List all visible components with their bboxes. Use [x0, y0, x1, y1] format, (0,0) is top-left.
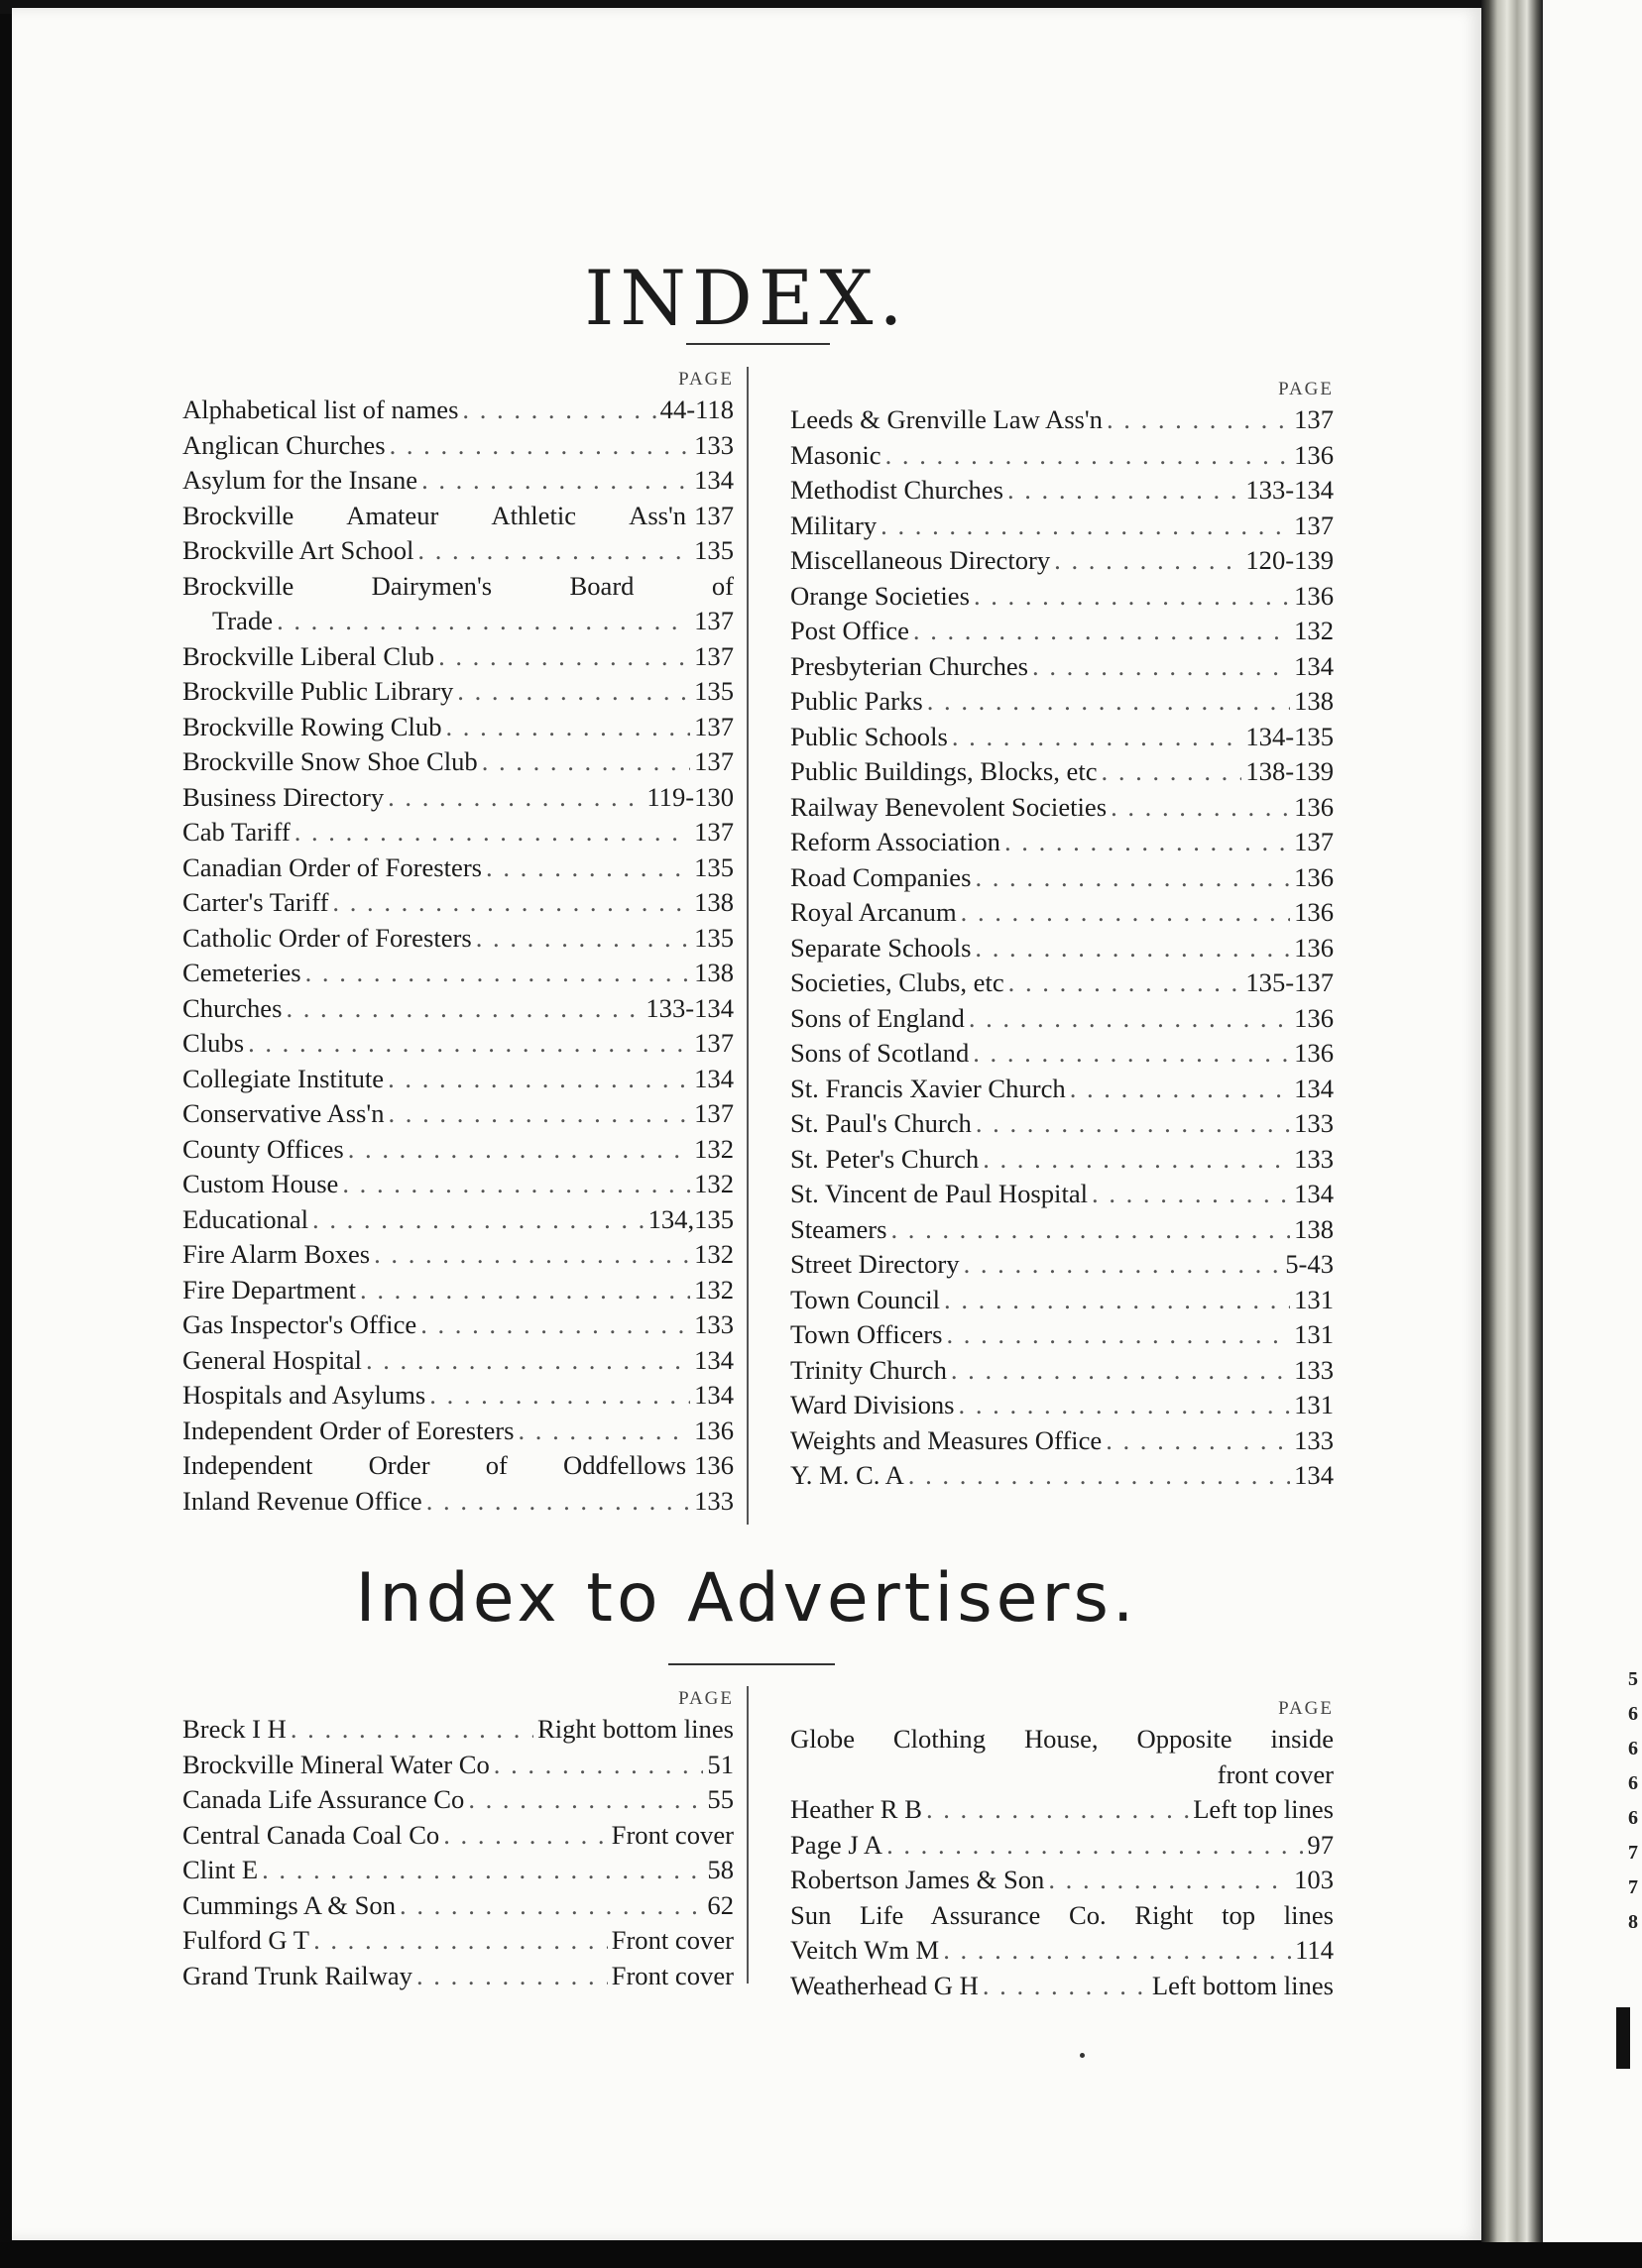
index-entry: Masonic . . . 136 — [790, 438, 1334, 474]
advertisers-title-rule — [668, 1663, 835, 1665]
index-entry: Collegiate Institute . . . 134 — [182, 1062, 734, 1097]
advertiser-entry: Page J A . . . 97 — [790, 1828, 1334, 1864]
index-entry: Orange Societies . . . 136 — [790, 579, 1334, 615]
index-entry: Ward Divisions . . . 131 — [790, 1388, 1334, 1423]
adjacent-page-number: 7 — [1628, 1842, 1638, 1864]
index-entry: Cemeteries . . . 138 — [182, 956, 734, 991]
book-spine — [1481, 0, 1543, 2268]
index-entry: Y. M. C. A . . . 134 — [790, 1458, 1334, 1494]
index-entry: St. Francis Xavier Church . . . 134 — [790, 1072, 1334, 1107]
advertiser-entry: Brockville Mineral Water Co . . . 51 — [182, 1748, 734, 1783]
adjacent-page-number: 6 — [1628, 1703, 1638, 1725]
scan-bottom-edge — [0, 2242, 1642, 2268]
index-entry: Canadian Order of Foresters . . . 135 — [182, 850, 734, 886]
index-entry: Brockville Dairymen's Board of — [182, 570, 734, 601]
index-entry: Asylum for the Insane . . . 134 — [182, 463, 734, 499]
index-entry: Town Council . . . 131 — [790, 1283, 1334, 1318]
index-entry: Independent Order of Oddfellows 136 — [182, 1450, 734, 1480]
advertisers-column-divider — [747, 1686, 749, 1984]
index-page — [12, 8, 1481, 2240]
index-entry: County Offices . . . 132 — [182, 1132, 734, 1168]
index-entry: Conservative Ass'n . . . 137 — [182, 1096, 734, 1132]
index-entry: Steamers . . . 138 — [790, 1212, 1334, 1248]
adjacent-page-number: 5 — [1628, 1668, 1638, 1690]
advertisers-right-column — [790, 1696, 1334, 2003]
index-entry: Public Parks . . . 138 — [790, 684, 1334, 720]
index-entry: Royal Arcanum . . . 136 — [790, 895, 1334, 931]
index-entry: St. Peter's Church . . . 133 — [790, 1142, 1334, 1178]
adjacent-page-number: 6 — [1628, 1772, 1638, 1794]
index-entry: Trade . . . 137 — [182, 604, 734, 639]
index-entry: Public Buildings, Blocks, etc . . . 138-139 — [790, 754, 1334, 790]
adjacent-page-edge — [1543, 0, 1642, 2268]
index-entry: Societies, Clubs, etc . . . 135-137 — [790, 965, 1334, 1001]
index-entry: Catholic Order of Foresters . . . 135 — [182, 921, 734, 957]
index-right-column — [790, 377, 1334, 1494]
advertisers-title: Index to Advertisers. — [355, 1559, 1138, 1638]
index-entry: Brockville Snow Shoe Club . . . 137 — [182, 744, 734, 780]
index-entry: Business Directory . . . 119-130 — [182, 780, 734, 816]
advertiser-entry: Weatherhead G H . . . Left bottom lines — [790, 1969, 1334, 2004]
advertiser-entry: Breck I H . . . Right bottom lines — [182, 1712, 734, 1748]
index-entry: Street Directory . . . 5-43 — [790, 1247, 1334, 1283]
index-entry: Clubs . . . 137 — [182, 1026, 734, 1062]
index-entry: Cab Tariff . . . 137 — [182, 815, 734, 850]
advertisers-left-column — [182, 1686, 734, 1993]
index-entry: Hospitals and Asylums . . . 134 — [182, 1378, 734, 1414]
index-entry: Brockville Liberal Club . . . 137 — [182, 639, 734, 675]
index-entry: Carter's Tariff . . . 138 — [182, 885, 734, 921]
index-entry: Town Officers . . . 131 — [790, 1317, 1334, 1353]
index-entry: Sons of Scotland . . . 136 — [790, 1036, 1334, 1072]
index-entry: Brockville Rowing Club . . . 137 — [182, 710, 734, 745]
adjacent-page-number: 7 — [1628, 1876, 1638, 1898]
index-left-column — [182, 367, 734, 1519]
index-entry: Public Schools . . . 134-135 — [790, 720, 1334, 755]
index-entry: Fire Alarm Boxes . . . 132 — [182, 1237, 734, 1273]
advertiser-entry: Veitch Wm M . . . 114 — [790, 1933, 1334, 1969]
index-entry: Miscellaneous Directory . . . 120-139 — [790, 543, 1334, 579]
advertiser-entry: Cummings A & Son . . . 62 — [182, 1888, 734, 1924]
index-entry: Trinity Church . . . 133 — [790, 1353, 1334, 1389]
index-entry: Brockville Amateur Athletic Ass'n 137 — [182, 500, 734, 530]
index-entry: General Hospital . . . 134 — [182, 1343, 734, 1379]
index-entry: Reform Association . . . 137 — [790, 825, 1334, 860]
index-entry: Presbyterian Churches . . . 134 — [790, 649, 1334, 685]
index-entry: Custom House . . . 132 — [182, 1167, 734, 1202]
advertiser-entry: Robertson James & Son . . . 103 — [790, 1863, 1334, 1898]
index-entry: Brockville Public Library . . . 135 — [182, 674, 734, 710]
advertiser-entry: Grand Trunk Railway . . . Front cover — [182, 1959, 734, 1994]
title-rule — [686, 343, 830, 345]
page-header: PAGE — [678, 369, 734, 390]
advertiser-entry: Heather R B . . . Left top lines — [790, 1792, 1334, 1828]
index-entry: Anglican Churches . . . 133 — [182, 428, 734, 464]
adjacent-page-number: 6 — [1628, 1738, 1638, 1759]
index-entry: Weights and Measures Office . . . 133 — [790, 1423, 1334, 1459]
page-header: PAGE — [1278, 1698, 1334, 1719]
advertiser-entry: Globe Clothing House, Opposite inside — [790, 1724, 1334, 1754]
index-title: INDEX. — [584, 254, 909, 342]
advertiser-entry: Sun Life Assurance Co. Right top lines — [790, 1899, 1334, 1930]
advertiser-entry: Fulford G T . . . Front cover — [182, 1923, 734, 1959]
index-entry: Independent Order of Eoresters . . . 136 — [182, 1414, 734, 1449]
advertiser-entry: Canada Life Assurance Co . . . 55 — [182, 1782, 734, 1818]
index-column-divider — [747, 367, 749, 1525]
index-entry: Educational . . . 134,135 — [182, 1202, 734, 1238]
index-entry: Inland Revenue Office . . . 133 — [182, 1484, 734, 1520]
adjacent-page-number: 6 — [1628, 1807, 1638, 1829]
advertiser-entry: Central Canada Coal Co . . . Front cover — [182, 1818, 734, 1854]
index-entry: Post Office . . . 132 — [790, 614, 1334, 649]
index-entry: Methodist Churches . . . 133-134 — [790, 473, 1334, 509]
index-entry: Separate Schools . . . 136 — [790, 931, 1334, 966]
index-entry: Military . . . 137 — [790, 509, 1334, 544]
advertiser-entry: Clint E . . . 58 — [182, 1853, 734, 1888]
index-entry: Leeds & Grenville Law Ass'n . . . 137 — [790, 402, 1334, 438]
index-entry: Alphabetical list of names . . . 44-118 — [182, 393, 734, 428]
advertiser-entry: front cover — [1217, 1758, 1334, 1789]
adjacent-page-number: 8 — [1628, 1911, 1638, 1933]
index-entry: Churches . . . 133-134 — [182, 991, 734, 1027]
index-entry: Sons of England . . . 136 — [790, 1001, 1334, 1037]
index-entry: Fire Department . . . 132 — [182, 1273, 734, 1308]
index-entry: St. Vincent de Paul Hospital . . . 134 — [790, 1177, 1334, 1212]
page-header: PAGE — [1278, 379, 1334, 399]
page-header: PAGE — [678, 1688, 734, 1709]
index-entry: Railway Benevolent Societies . . . 136 — [790, 790, 1334, 826]
index-entry: Road Companies . . . 136 — [790, 860, 1334, 896]
index-entry: Brockville Art School . . . 135 — [182, 533, 734, 569]
index-entry: St. Paul's Church . . . 133 — [790, 1106, 1334, 1142]
index-entry: Gas Inspector's Office . . . 133 — [182, 1307, 734, 1343]
adjacent-page-mark — [1616, 2007, 1630, 2069]
print-speck — [1080, 2053, 1085, 2058]
